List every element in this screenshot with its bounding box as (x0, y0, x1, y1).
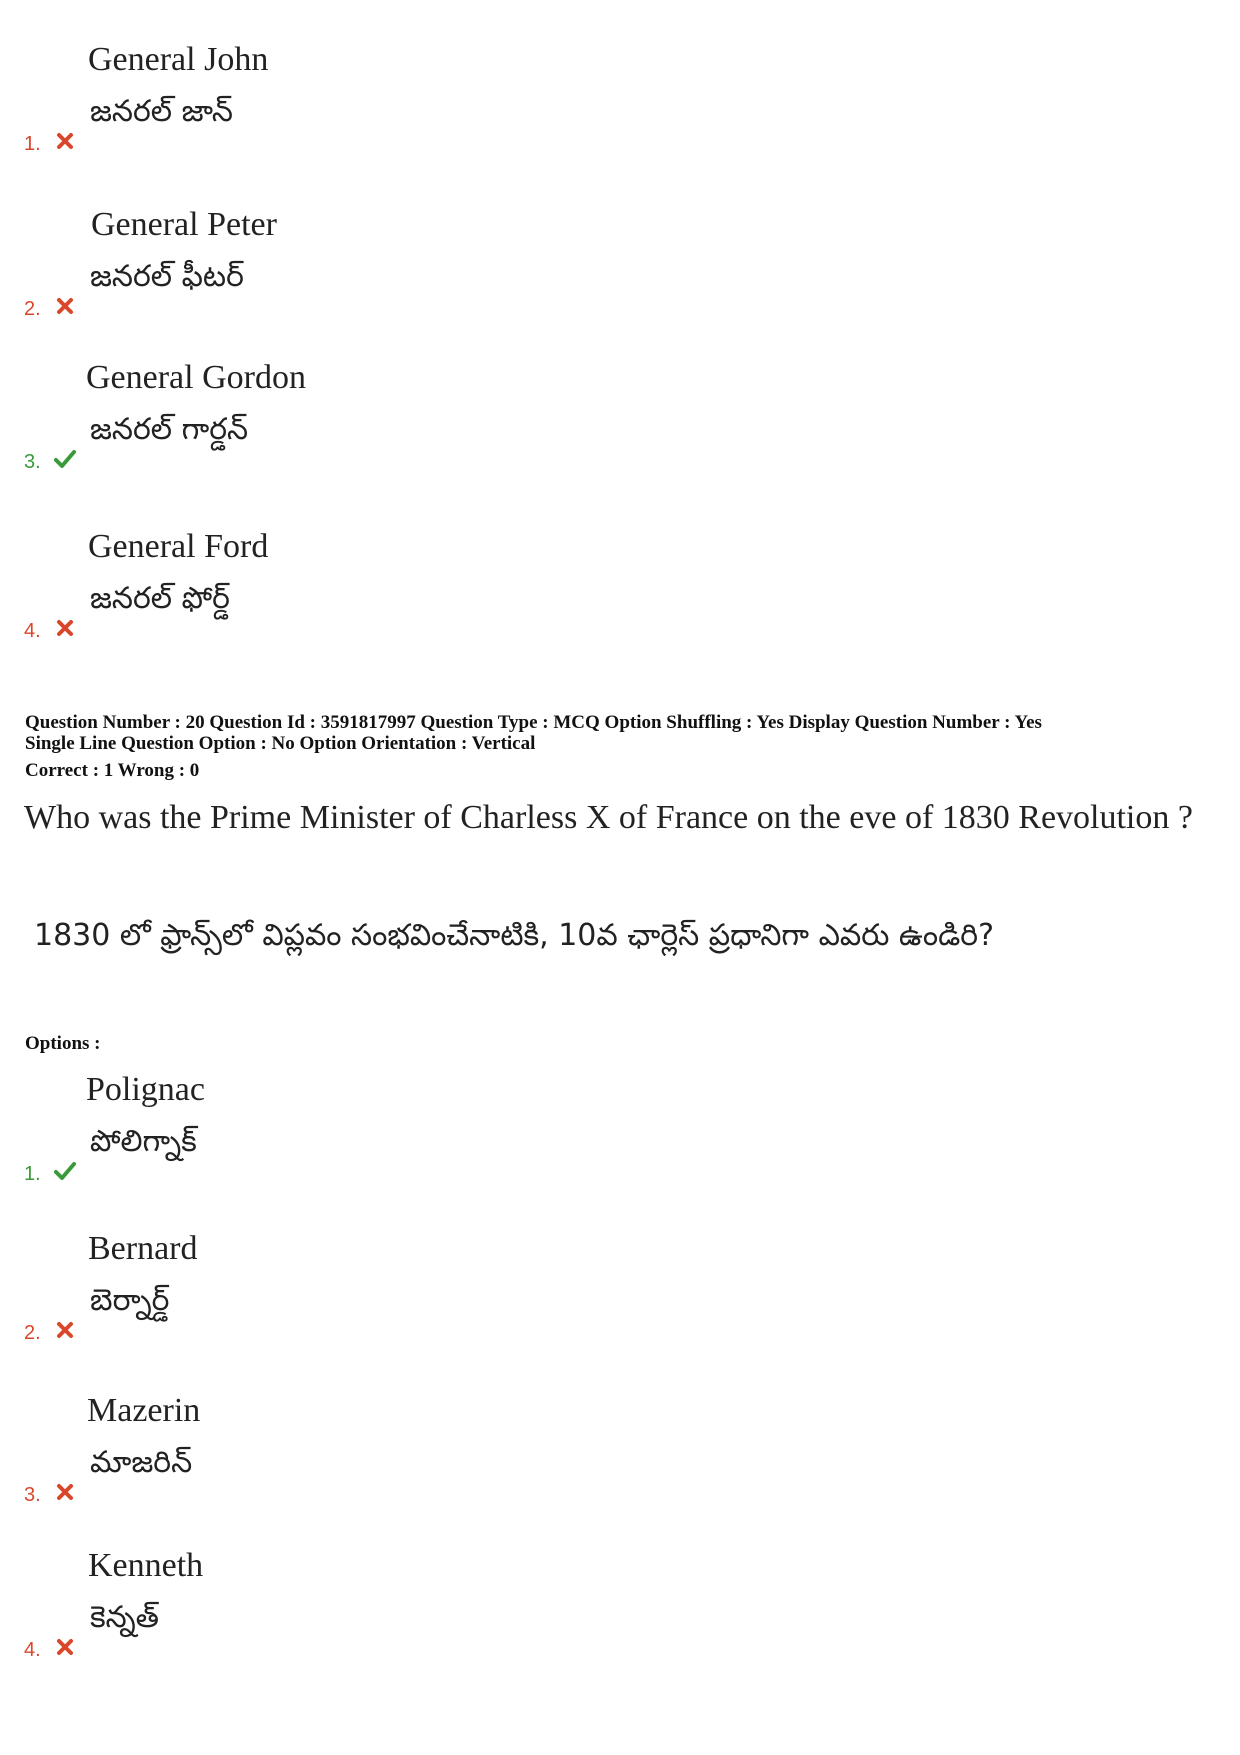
check-icon (54, 448, 76, 470)
question-meta-line2: Single Line Question Option : No Option Orientation : Vertical (25, 733, 536, 754)
cross-icon (54, 617, 76, 639)
option-number: 4. (24, 620, 41, 642)
cross-icon (54, 130, 76, 152)
question-meta-line1: Question Number : 20 Question Id : 3591817997 Question Type : MCQ Option Shuffling : Yes Display Question Number : Yes (25, 712, 1042, 733)
option-english-text: Bernard (88, 1230, 198, 1267)
prev-option-1 (0, 40, 700, 190)
cross-icon (54, 1481, 76, 1503)
option-telugu-text: జనరల్ గార్డన్ (90, 412, 249, 447)
question-text-english: Who was the Prime Minister of Charless X of France on the eve of 1830 Revolution ? (24, 799, 1193, 836)
option-telugu-text: జనరల్ ఫీటర్ (90, 259, 244, 294)
option-english-text: General Gordon (86, 359, 306, 396)
option-english-text: General John (88, 41, 269, 78)
option-english-text: General Ford (88, 528, 269, 565)
question-marks: Correct : 1 Wrong : 0 (25, 760, 200, 781)
cross-icon (54, 1319, 76, 1341)
option-english-text: Kenneth (88, 1547, 204, 1584)
option-2 (0, 1229, 700, 1379)
option-4 (0, 1546, 700, 1696)
option-3 (0, 1391, 700, 1541)
option-english-text: Polignac (86, 1071, 205, 1108)
cross-icon (54, 1636, 76, 1658)
option-telugu-text: కెన్నత్ (90, 1600, 159, 1635)
options-label: Options : (25, 1033, 101, 1054)
check-icon (54, 1160, 76, 1182)
option-telugu-text: జనరల్ ఫోర్డ్ (90, 581, 230, 616)
cross-icon (54, 295, 76, 317)
option-1 (0, 1070, 700, 1220)
prev-option-4 (0, 527, 700, 677)
option-number: 1. (24, 1163, 41, 1185)
option-number: 4. (24, 1639, 41, 1661)
option-number: 3. (24, 451, 41, 473)
option-telugu-text: బెర్నార్డ్ (90, 1283, 170, 1318)
prev-option-3 (0, 358, 700, 508)
option-number: 3. (24, 1484, 41, 1506)
prev-option-2 (0, 205, 700, 355)
option-number: 1. (24, 133, 41, 155)
question-text-telugu: 1830 లో ఫ్రాన్స్‌లో విప్లవం సంభవించేనాటికి, 10వ ఛార్లెస్ ప్రధానిగా ఎవరు ఉండిరి? (34, 918, 994, 953)
option-telugu-text: మాజరిన్ (90, 1445, 193, 1480)
option-english-text: General Peter (91, 206, 277, 243)
option-number: 2. (24, 1322, 41, 1344)
option-telugu-text: జనరల్ జాన్ (90, 94, 233, 129)
option-telugu-text: పోలిగ్నాక్ (90, 1124, 197, 1159)
option-english-text: Mazerin (87, 1392, 201, 1429)
option-number: 2. (24, 298, 41, 320)
